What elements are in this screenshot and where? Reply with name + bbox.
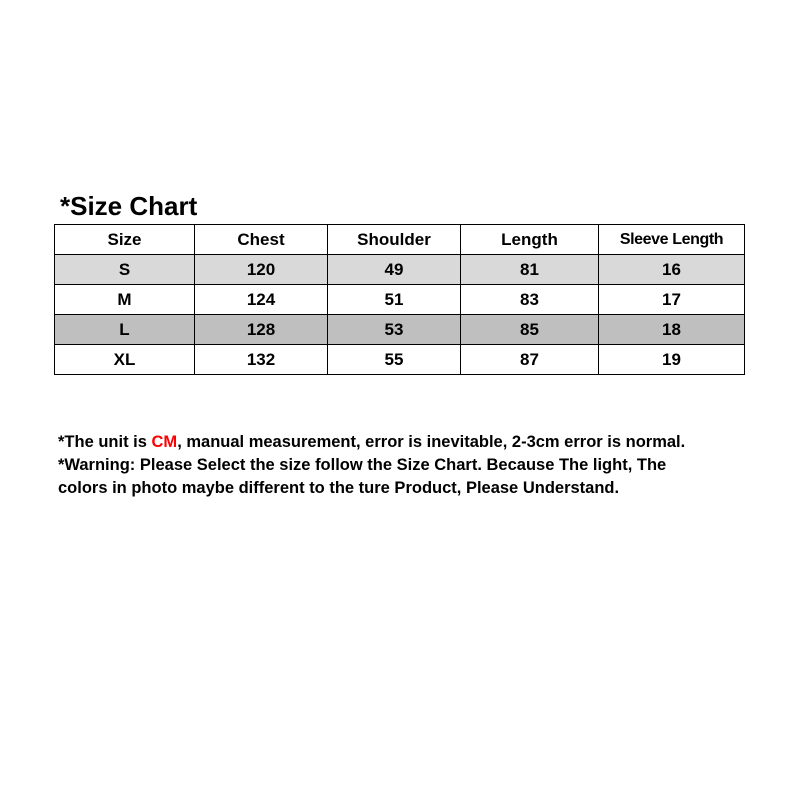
cell-size: XL (55, 345, 195, 375)
cell-shoulder: 55 (328, 345, 461, 375)
cell-length: 81 (461, 255, 599, 285)
header-length: Length (461, 225, 599, 255)
table-row (55, 255, 745, 285)
unit-note-prefix: *The unit is (58, 433, 152, 451)
cell-shoulder: 51 (328, 285, 461, 315)
cell-chest: 124 (195, 285, 328, 315)
unit-note (58, 431, 798, 454)
table-row (55, 345, 745, 375)
unit-value: CM (151, 433, 178, 451)
cell-chest: 120 (195, 255, 328, 285)
table-header-row (55, 225, 745, 255)
header-sleeve-length: Sleeve Length (599, 225, 745, 255)
cell-length: 87 (461, 345, 599, 375)
cell-size: S (55, 255, 195, 285)
cell-chest: 128 (195, 315, 328, 345)
cell-sleeve-length: 19 (599, 345, 745, 375)
warning-note-line-1: *Warning: Please Select the size follow the Size Chart. Because The light, The (58, 456, 667, 474)
cell-length: 85 (461, 315, 599, 345)
header-shoulder: Shoulder (328, 225, 461, 255)
table-row (55, 285, 745, 315)
cell-length: 83 (461, 285, 599, 315)
unit-note-suffix: , manual measurement, error is inevitable, 2-3cm error is normal. (177, 433, 686, 451)
table-row (55, 315, 745, 345)
cell-sleeve-length: 17 (599, 285, 745, 315)
cell-chest: 132 (195, 345, 328, 375)
cell-sleeve-length: 16 (599, 255, 745, 285)
size-chart-table (54, 224, 745, 375)
warning-note-line-2: colors in photo maybe different to the ture Product, Please Understand. (58, 479, 620, 497)
size-chart-title: *Size Chart (60, 191, 198, 221)
notes-block (58, 431, 798, 500)
cell-size: M (55, 285, 195, 315)
cell-size: L (55, 315, 195, 345)
header-chest: Chest (195, 225, 328, 255)
cell-shoulder: 49 (328, 255, 461, 285)
header-size: Size (55, 225, 195, 255)
cell-sleeve-length: 18 (599, 315, 745, 345)
cell-shoulder: 53 (328, 315, 461, 345)
